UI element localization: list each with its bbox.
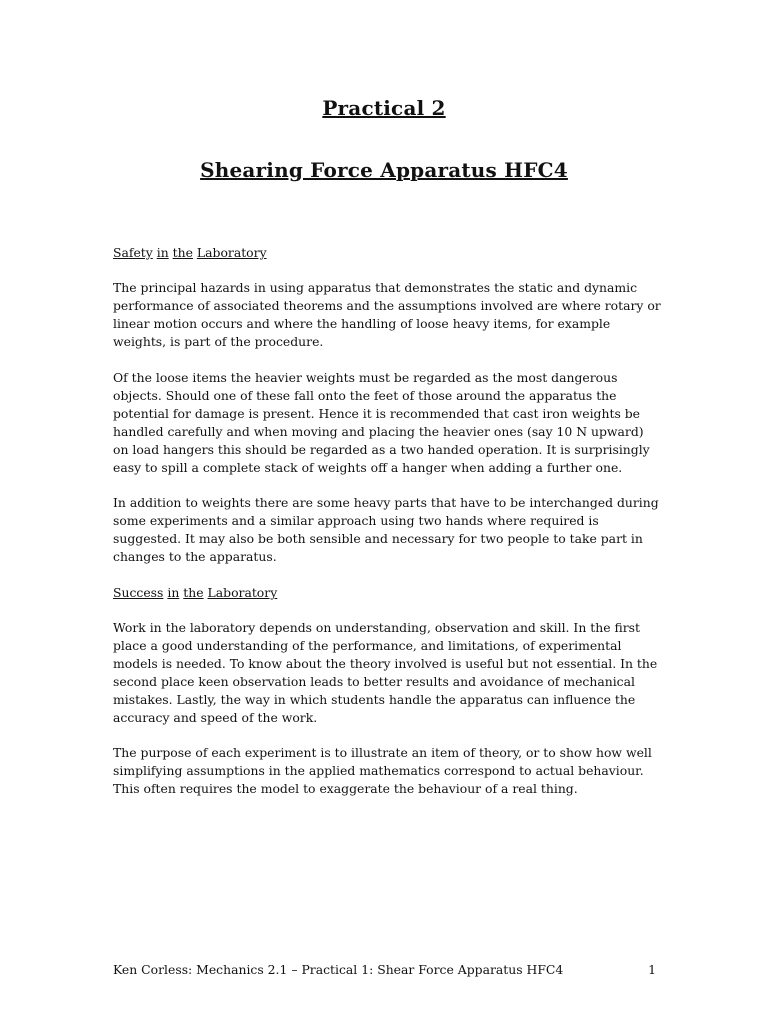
success-heading-word: Laboratory (207, 585, 278, 600)
page-title: Practical 2 (322, 96, 446, 120)
paragraph: The purpose of each experiment is to illustrate an item of theory, or to show how well simplifying assumptions in the applied mathematics correspond to actual behaviour. This often requires the model to exaggerate the behaviour of a real thing. (113, 745, 652, 796)
footer-text: Ken Corless: Mechanics 2.1 – Practical 1: Shear Force Apparatus HFC4 (113, 962, 564, 977)
success-heading (113, 584, 277, 602)
success-heading-word: the (183, 585, 204, 600)
page-footer (113, 961, 656, 979)
page-subtitle: Shearing Force Apparatus HFC4 (200, 158, 568, 182)
success-heading-word: in (167, 585, 180, 600)
paragraph: Of the loose items the heavier weights must be regarded as the most dangerous objects. Should one of these fall onto the feet of those around the apparatus the potential for damage is present. Hence it is recommended that cast iron weights be handled carefully and when moving and placing the heavier ones (say 10 N upward) on load hangers this should be regarded as a two handed operation. It is surprisingly easy to spill a complete stack of weights off a hanger when adding a further one. (113, 370, 650, 475)
safety-heading-word: Laboratory (196, 245, 267, 260)
safety-heading-word: the (172, 245, 193, 260)
safety-heading-word: in (156, 245, 169, 260)
paragraph: The principal hazards in using apparatus that demonstrates the static and dynamic performance of associated theorems and the assumptions involved are where rotary or linear motion occurs and where the handling of loose heavy items, for example weights, is part of the procedure. (113, 280, 661, 349)
paragraph: In addition to weights there are some heavy parts that have to be interchanged during some experiments and a similar approach using two hands where required is suggested. It may also be both sensible and necessary for two people to take part in changes to the apparatus. (113, 495, 659, 564)
paragraph: Work in the laboratory depends on understanding, observation and skill. In the first place a good understanding of the performance, and limitations, of experimental models is needed. To know about the theory involved is useful but not essential. In the second place keen observation leads to better results and avoidance of mechanical mistakes. Lastly, the way in which students handle the apparatus can influence the accuracy and speed of the work. (113, 620, 658, 725)
page-number: 1 (648, 962, 656, 977)
safety-heading (113, 244, 267, 262)
success-heading-word: Success (113, 585, 164, 600)
safety-heading-word: Safety (113, 245, 153, 260)
